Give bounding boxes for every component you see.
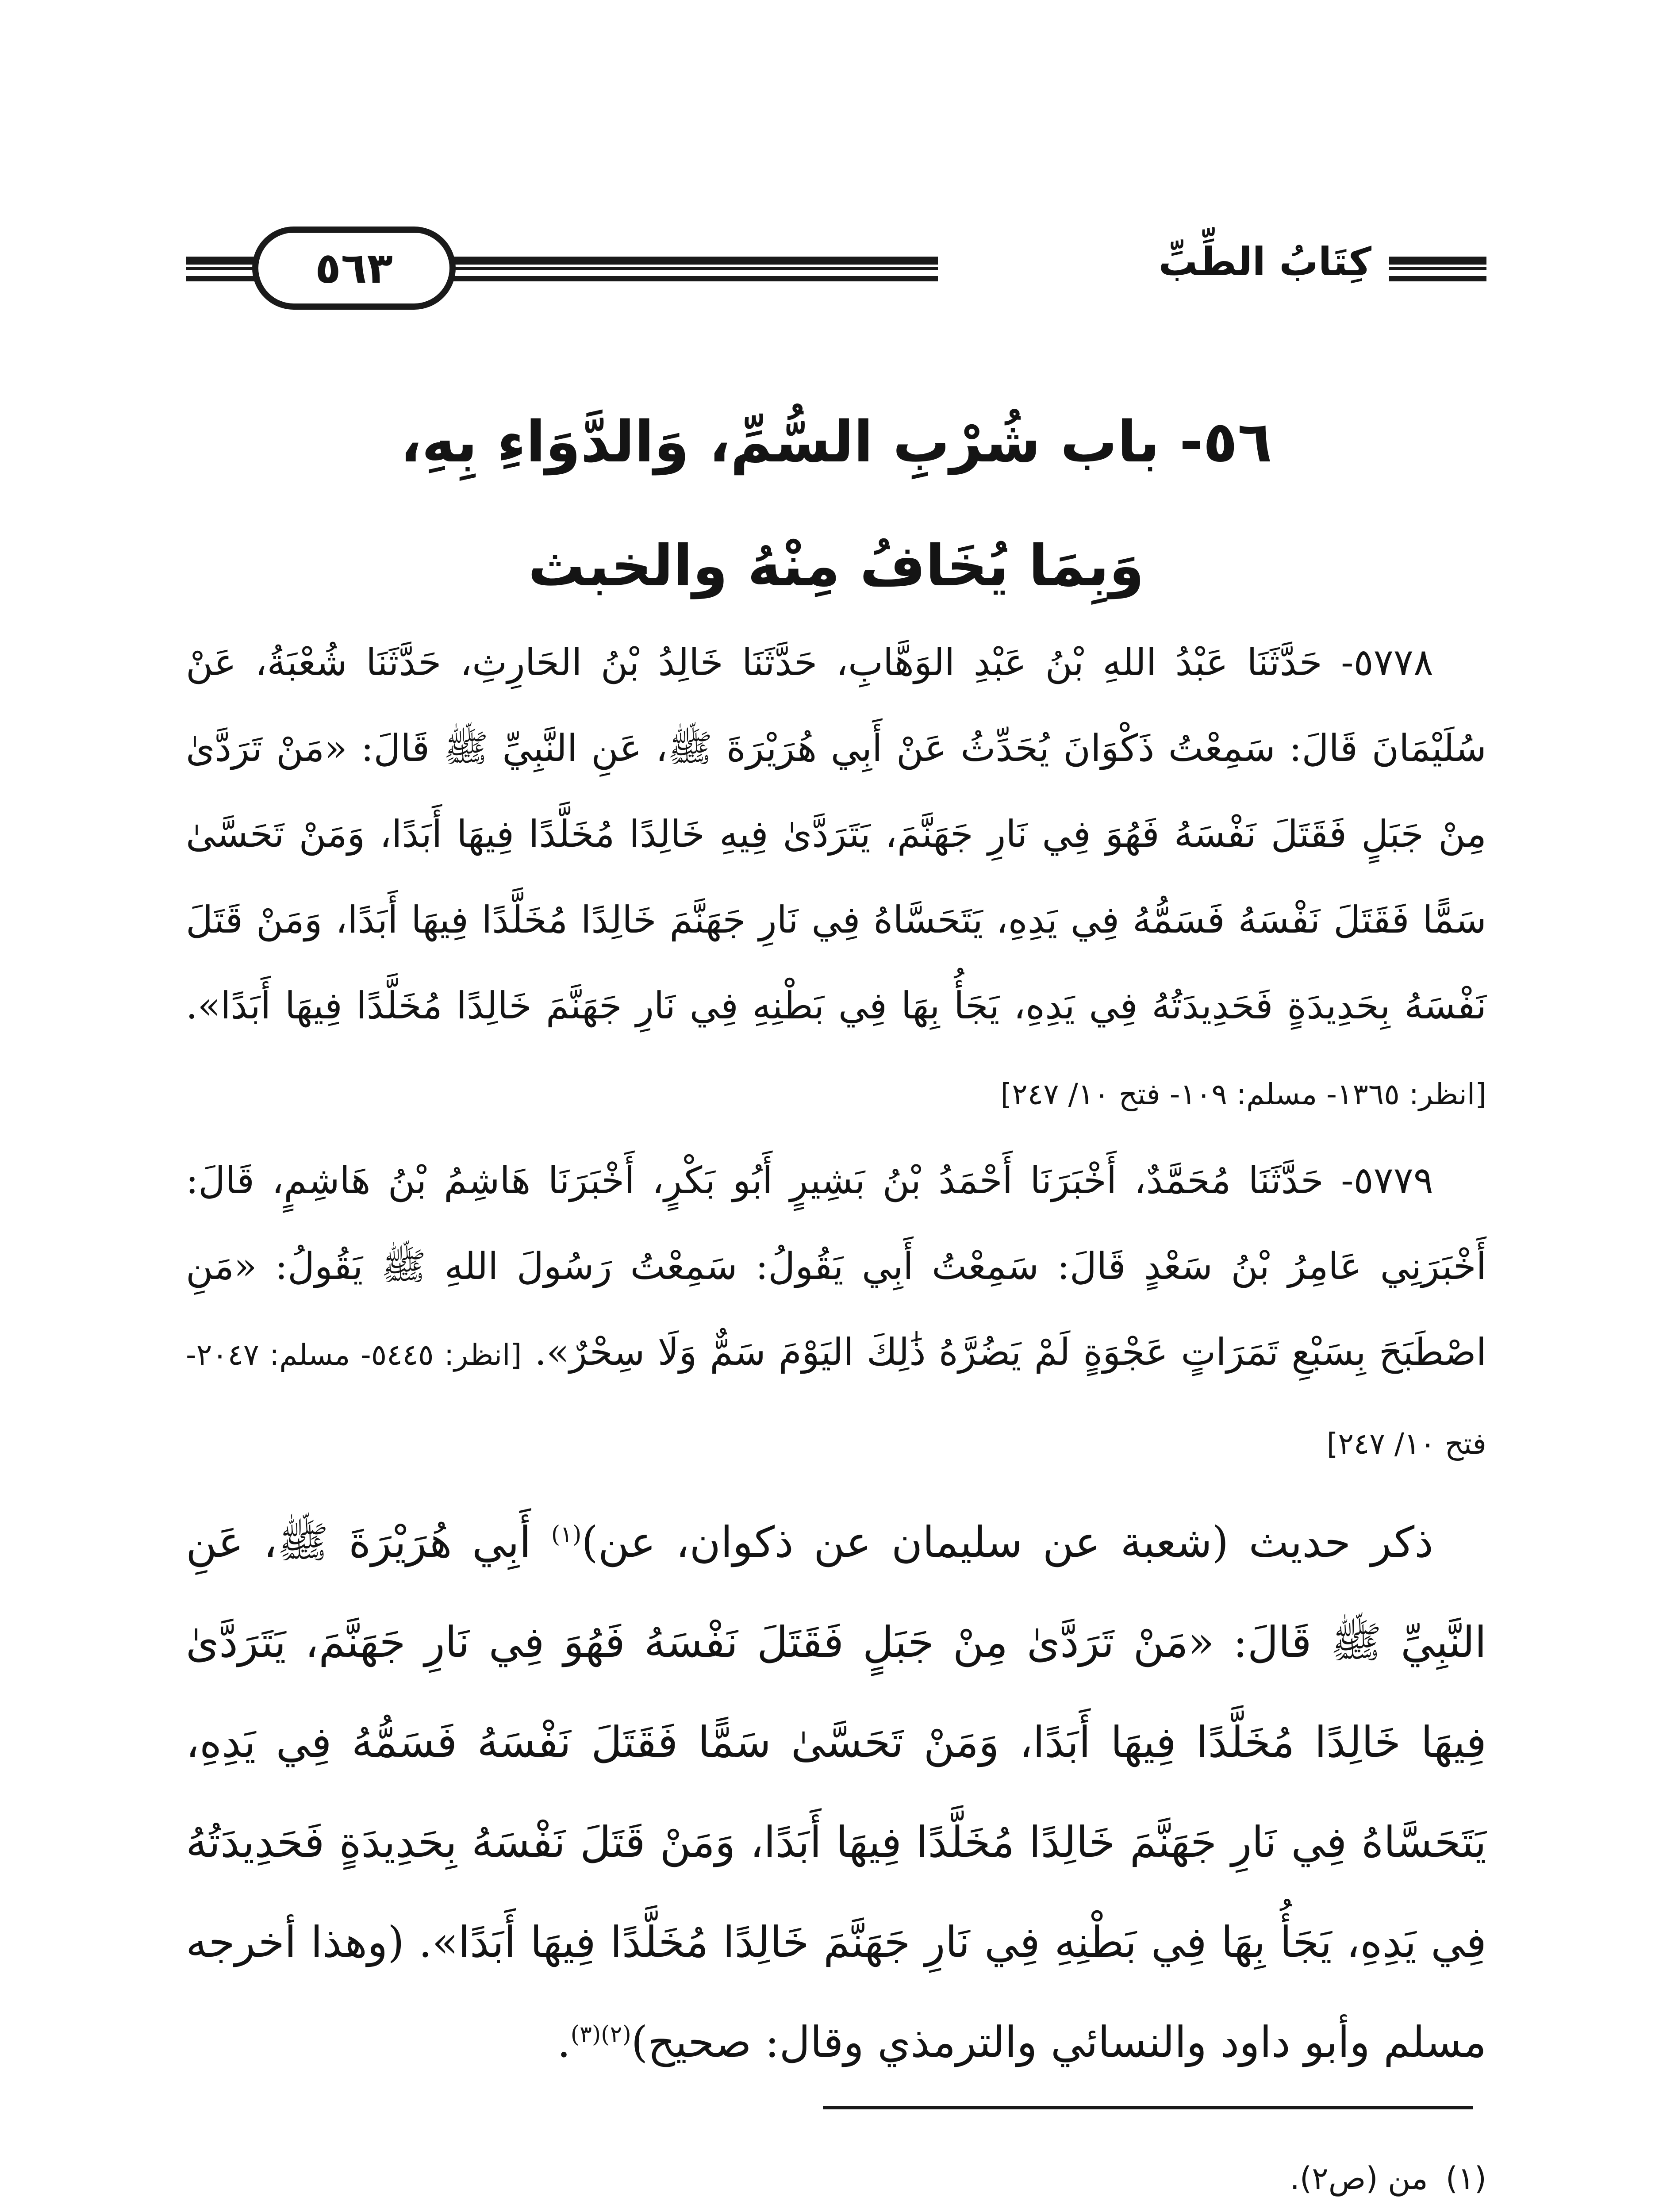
book-title: كِتَابُ الطِّبِّ [1158,239,1371,284]
hadith-reference: [انظر: ٥٤٤٥- مسلم: ٢٠٤٧- فتح ١٠/ ٢٤٧] [186,1338,1486,1461]
hadith-text: ٥٧٧٨- حَدَّثَنَا عَبْدُ اللهِ بْنُ عَبْدِ الوَهَّابِ، حَدَّثَنَا خَالِدُ بْنُ الحَارِثِ، حَدَّثَنَا شُعْبَةُ، عَنْ سُلَيْمَانَ قَالَ: سَمِعْتُ ذَكْوَانَ يُحَدِّثُ عَنْ أَبِي هُرَيْرَةَ ﷺ، عَنِ النَّبِيِّ ﷺ قَالَ: «مَنْ تَرَدَّىٰ مِنْ جَبَلٍ فَقَتَلَ نَفْسَهُ فَهُوَ فِي نَارِ جَهَنَّمَ، يَتَرَدَّىٰ فِيهِ خَالِدًا مُخَلَّدًا فِيهَا أَبَدًا، وَمَنْ تَحَسَّىٰ سَمًّا فَقَتَلَ نَفْسَهُ فَسَمُّهُ فِي يَدِهِ، يَتَحَسَّاهُ فِي نَارِ جَهَنَّمَ خَالِدًا مُخَلَّدًا فِيهَا أَبَدًا، وَمَنْ قَتَلَ نَفْسَهُ بِحَدِيدَةٍ فَحَدِيدَتُهُ فِي يَدِهِ، يَجَأُ بِهَا فِي بَطْنِهِ فِي نَارِ جَهَنَّمَ خَالِدًا مُخَلَّدًا فِيهَا أَبَدًا». [186,641,1486,1027]
page-number: ٥٦٣ [252,227,456,310]
footnote-divider [823,2106,1473,2109]
footnote-1 [186,2141,1486,2212]
footnote-ref-1[interactable]: (١) [551,1521,582,1548]
commentary [186,1492,1486,2092]
main-text [186,619,1486,2092]
commentary-end: . [557,2017,571,2067]
hadith-text: ٥٧٧٩- حَدَّثَنَا مُحَمَّدٌ، أَخْبَرَنَا أَحْمَدُ بْنُ بَشِيرٍ أَبُو بَكْرٍ، أَخْبَرَنَا هَاشِمُ بْنُ هَاشِمٍ، قَالَ: أَخْبَرَنِي عَامِرُ بْنُ سَعْدٍ قَالَ: سَمِعْتُ أَبِي يَقُولُ: سَمِعْتُ رَسُولَ اللهِ ﷺ يَقُولُ: «مَنِ اصْطَبَحَ بِسَبْعِ تَمَرَاتٍ عَجْوَةٍ لَمْ يَضُرَّهُ ذَٰلِكَ اليَوْمَ سَمٌّ وَلَا سِحْرٌ». [186,1159,1487,1374]
footnote-ref-2-3[interactable]: (٢)(٣) [570,2021,631,2048]
header-rule-right [1389,257,1486,281]
footnote-text: من (ص٢). [1290,2160,1428,2197]
footnotes [186,2141,1486,2212]
chapter-title-line-1: ٥٦- باب شُرْبِ السُّمِّ، وَالدَّوَاءِ بِهِ، [400,409,1272,475]
chapter-title-line-2: وَبِمَا يُخَافُ مِنْهُ والخبث [528,533,1144,599]
hadith-reference: [انظر: ١٣٦٥- مسلم: ١٠٩- فتح ١٠/ ٢٤٧] [1000,1077,1486,1111]
commentary-text-1: ذكر حديث (شعبة عن سليمان عن ذكوان، عن) [581,1517,1434,1567]
footnote-number: (١) [1445,2160,1486,2197]
running-header [186,221,1486,310]
hadith-5778 [186,619,1486,1137]
chapter-title [186,380,1486,628]
hadith-5779 [186,1137,1486,1487]
commentary-text-2: أَبِي هُرَيْرَةَ ﷺ، عَنِ النَّبِيِّ ﷺ قَالَ: «مَنْ تَرَدَّىٰ مِنْ جَبَلٍ فَقَتَلَ نَفْسَهُ فَهُوَ فِي نَارِ جَهَنَّمَ، يَتَرَدَّىٰ فِيهَا خَالِدًا مُخَلَّدًا فِيهَا أَبَدًا، وَمَنْ تَحَسَّىٰ سَمًّا فَقَتَلَ نَفْسَهُ فَسَمُّهُ فِي يَدِهِ، يَتَحَسَّاهُ فِي نَارِ جَهَنَّمَ خَالِدًا مُخَلَّدًا فِيهَا أَبَدًا، وَمَنْ قَتَلَ نَفْسَهُ بِحَدِيدَةٍ فَحَدِيدَتُهُ فِي يَدِهِ، يَجَأُ بِهَا فِي بَطْنِهِ فِي نَارِ جَهَنَّمَ خَالِدًا مُخَلَّدًا فِيهَا أَبَدًا». (وهذا أخرجه مسلم وأبو داود والنسائي والترمذي وقال: صحيح) [186,1517,1486,2067]
